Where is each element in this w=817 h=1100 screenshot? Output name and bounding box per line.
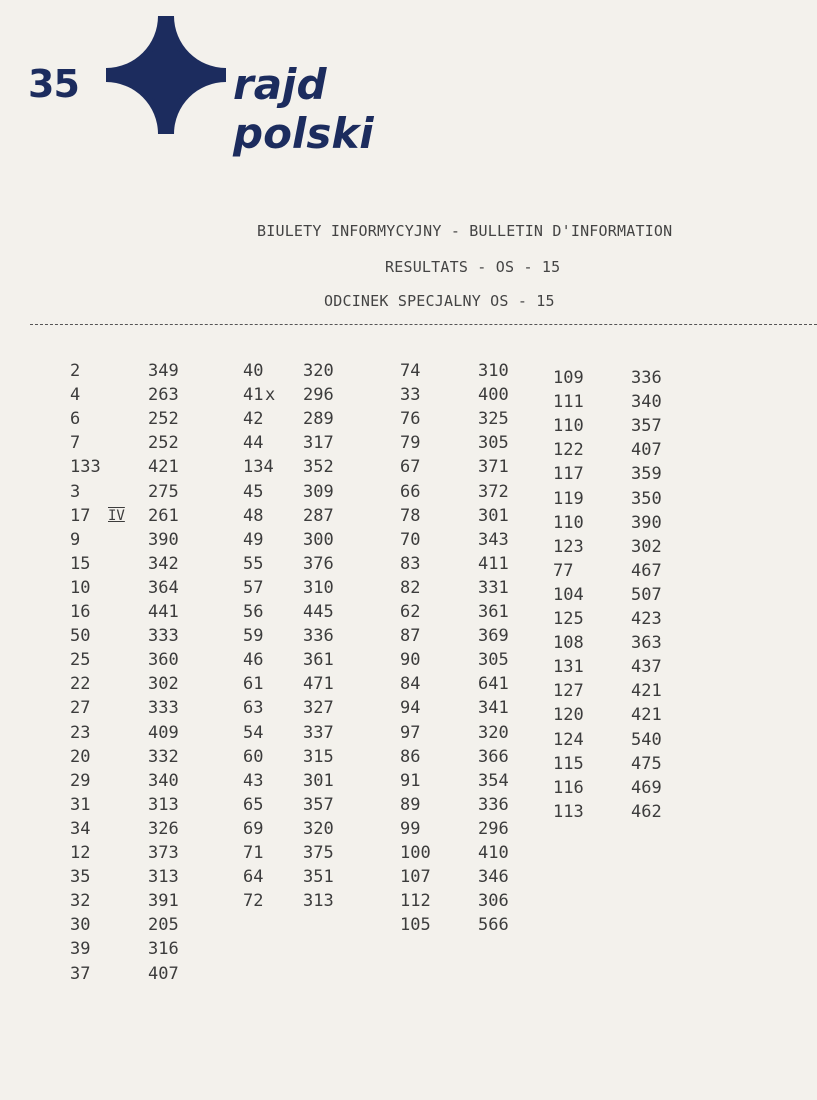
stage-time: 252: [148, 433, 179, 454]
stage-time: 333: [148, 698, 179, 719]
stage-time: 327: [303, 698, 334, 719]
stage-time: 301: [303, 770, 334, 791]
car-number: 131: [553, 657, 584, 678]
stage-time: 336: [478, 794, 509, 815]
stage-time: 350: [631, 488, 662, 509]
car-number: 46: [243, 650, 264, 671]
car-number: 125: [553, 609, 584, 629]
car-number: 89: [400, 794, 421, 815]
car-number: 108: [553, 633, 584, 654]
stage-time: 359: [631, 464, 662, 485]
car-number: 15: [70, 553, 91, 574]
stage-time: 411: [478, 553, 509, 574]
stage-time: 421: [148, 457, 179, 478]
car-number: 117: [553, 464, 584, 485]
stage-time: 317: [303, 433, 334, 454]
stage-time: 261: [148, 505, 179, 526]
stage-time: 296: [303, 385, 334, 406]
car-number: 91: [400, 770, 421, 791]
stage-time: 441: [148, 602, 179, 622]
stage-time: 390: [148, 529, 179, 550]
stage-time: 357: [631, 416, 662, 437]
stage-time: 400: [478, 385, 509, 406]
stage-time: 326: [148, 818, 179, 839]
car-number: 4: [70, 385, 81, 406]
stage-time: 296: [478, 818, 509, 839]
stage-time: 320: [303, 818, 334, 839]
car-number: 72: [243, 891, 264, 912]
stage-time: 410: [478, 843, 509, 863]
car-number: 43: [243, 770, 264, 791]
car-number: 23: [70, 722, 91, 743]
car-number: 122: [553, 440, 584, 461]
car-number: 124: [553, 729, 584, 750]
car-number: 44: [243, 433, 264, 454]
car-number: 2: [70, 361, 81, 381]
car-number: 61: [243, 674, 264, 695]
stage-time: 310: [303, 577, 334, 598]
car-number: 77: [553, 560, 574, 581]
car-number: 33: [400, 385, 421, 406]
stage-time: 357: [303, 794, 334, 815]
car-number: 48: [243, 505, 264, 526]
stage-time: 341: [478, 698, 509, 719]
car-number: 42: [243, 409, 264, 430]
car-number: 3: [70, 481, 81, 502]
stage-time: 205: [148, 915, 179, 936]
car-number: 9: [70, 529, 81, 550]
stage-time: 275: [148, 481, 179, 502]
stage-time: 507: [631, 584, 662, 605]
stage-time: 300: [303, 529, 334, 550]
car-number: 60: [243, 746, 264, 767]
stage-time: 390: [631, 512, 662, 533]
car-number: 65: [243, 794, 264, 815]
car-number: 64: [243, 867, 264, 888]
car-number: 133: [70, 457, 101, 478]
car-number: 29: [70, 770, 91, 791]
car-number: 41: [243, 385, 264, 406]
car-number: 31: [70, 794, 91, 815]
stage-time: 315: [303, 746, 334, 767]
car-number: 109: [553, 368, 584, 388]
bulletin-title: BIULETY INFORMYCYJNY - BULLETIN D'INFORMATION: [257, 222, 673, 240]
row-annotation: x: [265, 385, 276, 406]
car-number: 107: [400, 867, 431, 888]
logo-number: 35: [28, 62, 79, 106]
car-number: 112: [400, 891, 431, 912]
car-number: 66: [400, 481, 421, 502]
car-number: 99: [400, 818, 421, 839]
car-number: 16: [70, 602, 91, 622]
stage-time: 305: [478, 433, 509, 454]
stage-time: 371: [478, 457, 509, 478]
car-number: 22: [70, 674, 91, 695]
stage-time: 342: [148, 553, 179, 574]
car-number: 86: [400, 746, 421, 767]
car-number: 110: [553, 416, 584, 437]
stage-time: 351: [303, 867, 334, 888]
car-number: 110: [553, 512, 584, 533]
car-number: 67: [400, 457, 421, 478]
stage-time: 320: [303, 361, 334, 381]
stage-time: 336: [303, 626, 334, 647]
stage-time: 366: [478, 746, 509, 767]
stage-time: 252: [148, 409, 179, 430]
car-number: 79: [400, 433, 421, 454]
car-number: 63: [243, 698, 264, 719]
car-number: 50: [70, 626, 91, 647]
car-number: 71: [243, 843, 264, 863]
car-number: 83: [400, 553, 421, 574]
stage-time: 407: [631, 440, 662, 461]
stage-time: 301: [478, 505, 509, 526]
car-number: 27: [70, 698, 91, 719]
stage-time: 337: [303, 722, 334, 743]
car-number: 120: [553, 705, 584, 726]
stage-time: 407: [148, 963, 179, 984]
car-number: 100: [400, 843, 431, 863]
car-number: 84: [400, 674, 421, 695]
car-number: 10: [70, 577, 91, 598]
car-number: 45: [243, 481, 264, 502]
car-number: 82: [400, 577, 421, 598]
results-title: RESULTATS - OS - 15: [385, 258, 561, 276]
stage-time: 306: [478, 891, 509, 912]
car-number: 94: [400, 698, 421, 719]
car-number: 7: [70, 433, 81, 454]
stage-time: 340: [148, 770, 179, 791]
car-number: 119: [553, 488, 584, 509]
stage-time: 475: [631, 753, 662, 774]
stage-time: 336: [631, 368, 662, 388]
stage-time: 320: [478, 722, 509, 743]
car-number: 32: [70, 891, 91, 912]
car-number: 55: [243, 553, 264, 574]
stage-time: 289: [303, 409, 334, 430]
stage-time: 363: [631, 633, 662, 654]
stage-time: 305: [478, 650, 509, 671]
stage-time: 372: [478, 481, 509, 502]
stage-time: 309: [303, 481, 334, 502]
stage-time: 469: [631, 777, 662, 798]
stage-time: 423: [631, 609, 662, 629]
stage-time: 325: [478, 409, 509, 430]
stage-time: 316: [148, 939, 179, 960]
car-number: 97: [400, 722, 421, 743]
stage-title: ODCINEK SPECJALNY OS - 15: [324, 292, 555, 310]
car-number: 87: [400, 626, 421, 647]
stage-time: 376: [303, 553, 334, 574]
stage-time: 331: [478, 577, 509, 598]
stage-time: 361: [303, 650, 334, 671]
car-number: 34: [70, 818, 91, 839]
car-number: 12: [70, 843, 91, 863]
stage-time: 471: [303, 674, 334, 695]
stage-time: 340: [631, 392, 662, 413]
car-number: 37: [70, 963, 91, 984]
car-number: 127: [553, 681, 584, 702]
car-number: 54: [243, 722, 264, 743]
car-number: 6: [70, 409, 81, 430]
car-number: 62: [400, 602, 421, 622]
car-number: 134: [243, 457, 274, 478]
stage-time: 364: [148, 577, 179, 598]
car-number: 17: [70, 505, 91, 526]
car-number: 69: [243, 818, 264, 839]
stage-time: 332: [148, 746, 179, 767]
rally-logo: [28, 16, 468, 158]
stage-time: 333: [148, 626, 179, 647]
stage-time: 263: [148, 385, 179, 406]
stage-time: 302: [148, 674, 179, 695]
dashed-divider: [30, 324, 817, 325]
car-number: 78: [400, 505, 421, 526]
stage-time: 302: [631, 536, 662, 557]
stage-time: 310: [478, 361, 509, 381]
stage-time: 462: [631, 801, 662, 822]
stage-time: 352: [303, 457, 334, 478]
stage-time: 354: [478, 770, 509, 791]
car-number: 40: [243, 361, 264, 381]
stage-time: 391: [148, 891, 179, 912]
car-number: 59: [243, 626, 264, 647]
car-number: 35: [70, 867, 91, 888]
stage-time: 421: [631, 705, 662, 726]
stage-time: 566: [478, 915, 509, 936]
row-annotation: IV: [108, 507, 125, 524]
car-number: 104: [553, 584, 584, 605]
stage-time: 343: [478, 529, 509, 550]
stage-time: 445: [303, 602, 334, 622]
car-number: 56: [243, 602, 264, 622]
stage-time: 361: [478, 602, 509, 622]
stage-time: 346: [478, 867, 509, 888]
star-emblem-icon: [106, 16, 226, 134]
stage-time: 287: [303, 505, 334, 526]
stage-time: 540: [631, 729, 662, 750]
car-number: 70: [400, 529, 421, 550]
car-number: 113: [553, 801, 584, 822]
logo-wordmark: rajd polski: [233, 60, 374, 158]
stage-time: 360: [148, 650, 179, 671]
stage-time: 349: [148, 361, 179, 381]
stage-time: 313: [148, 867, 179, 888]
stage-time: 467: [631, 560, 662, 581]
stage-time: 641: [478, 674, 509, 695]
car-number: 25: [70, 650, 91, 671]
car-number: 111: [553, 392, 584, 413]
car-number: 76: [400, 409, 421, 430]
car-number: 57: [243, 577, 264, 598]
stage-time: 369: [478, 626, 509, 647]
car-number: 20: [70, 746, 91, 767]
car-number: 49: [243, 529, 264, 550]
stage-time: 421: [631, 681, 662, 702]
stage-time: 409: [148, 722, 179, 743]
stage-time: 373: [148, 843, 179, 863]
stage-time: 313: [148, 794, 179, 815]
car-number: 116: [553, 777, 584, 798]
car-number: 30: [70, 915, 91, 936]
stage-time: 437: [631, 657, 662, 678]
car-number: 39: [70, 939, 91, 960]
stage-time: 313: [303, 891, 334, 912]
car-number: 115: [553, 753, 584, 774]
car-number: 74: [400, 361, 421, 381]
car-number: 90: [400, 650, 421, 671]
car-number: 105: [400, 915, 431, 936]
car-number: 123: [553, 536, 584, 557]
stage-time: 375: [303, 843, 334, 863]
